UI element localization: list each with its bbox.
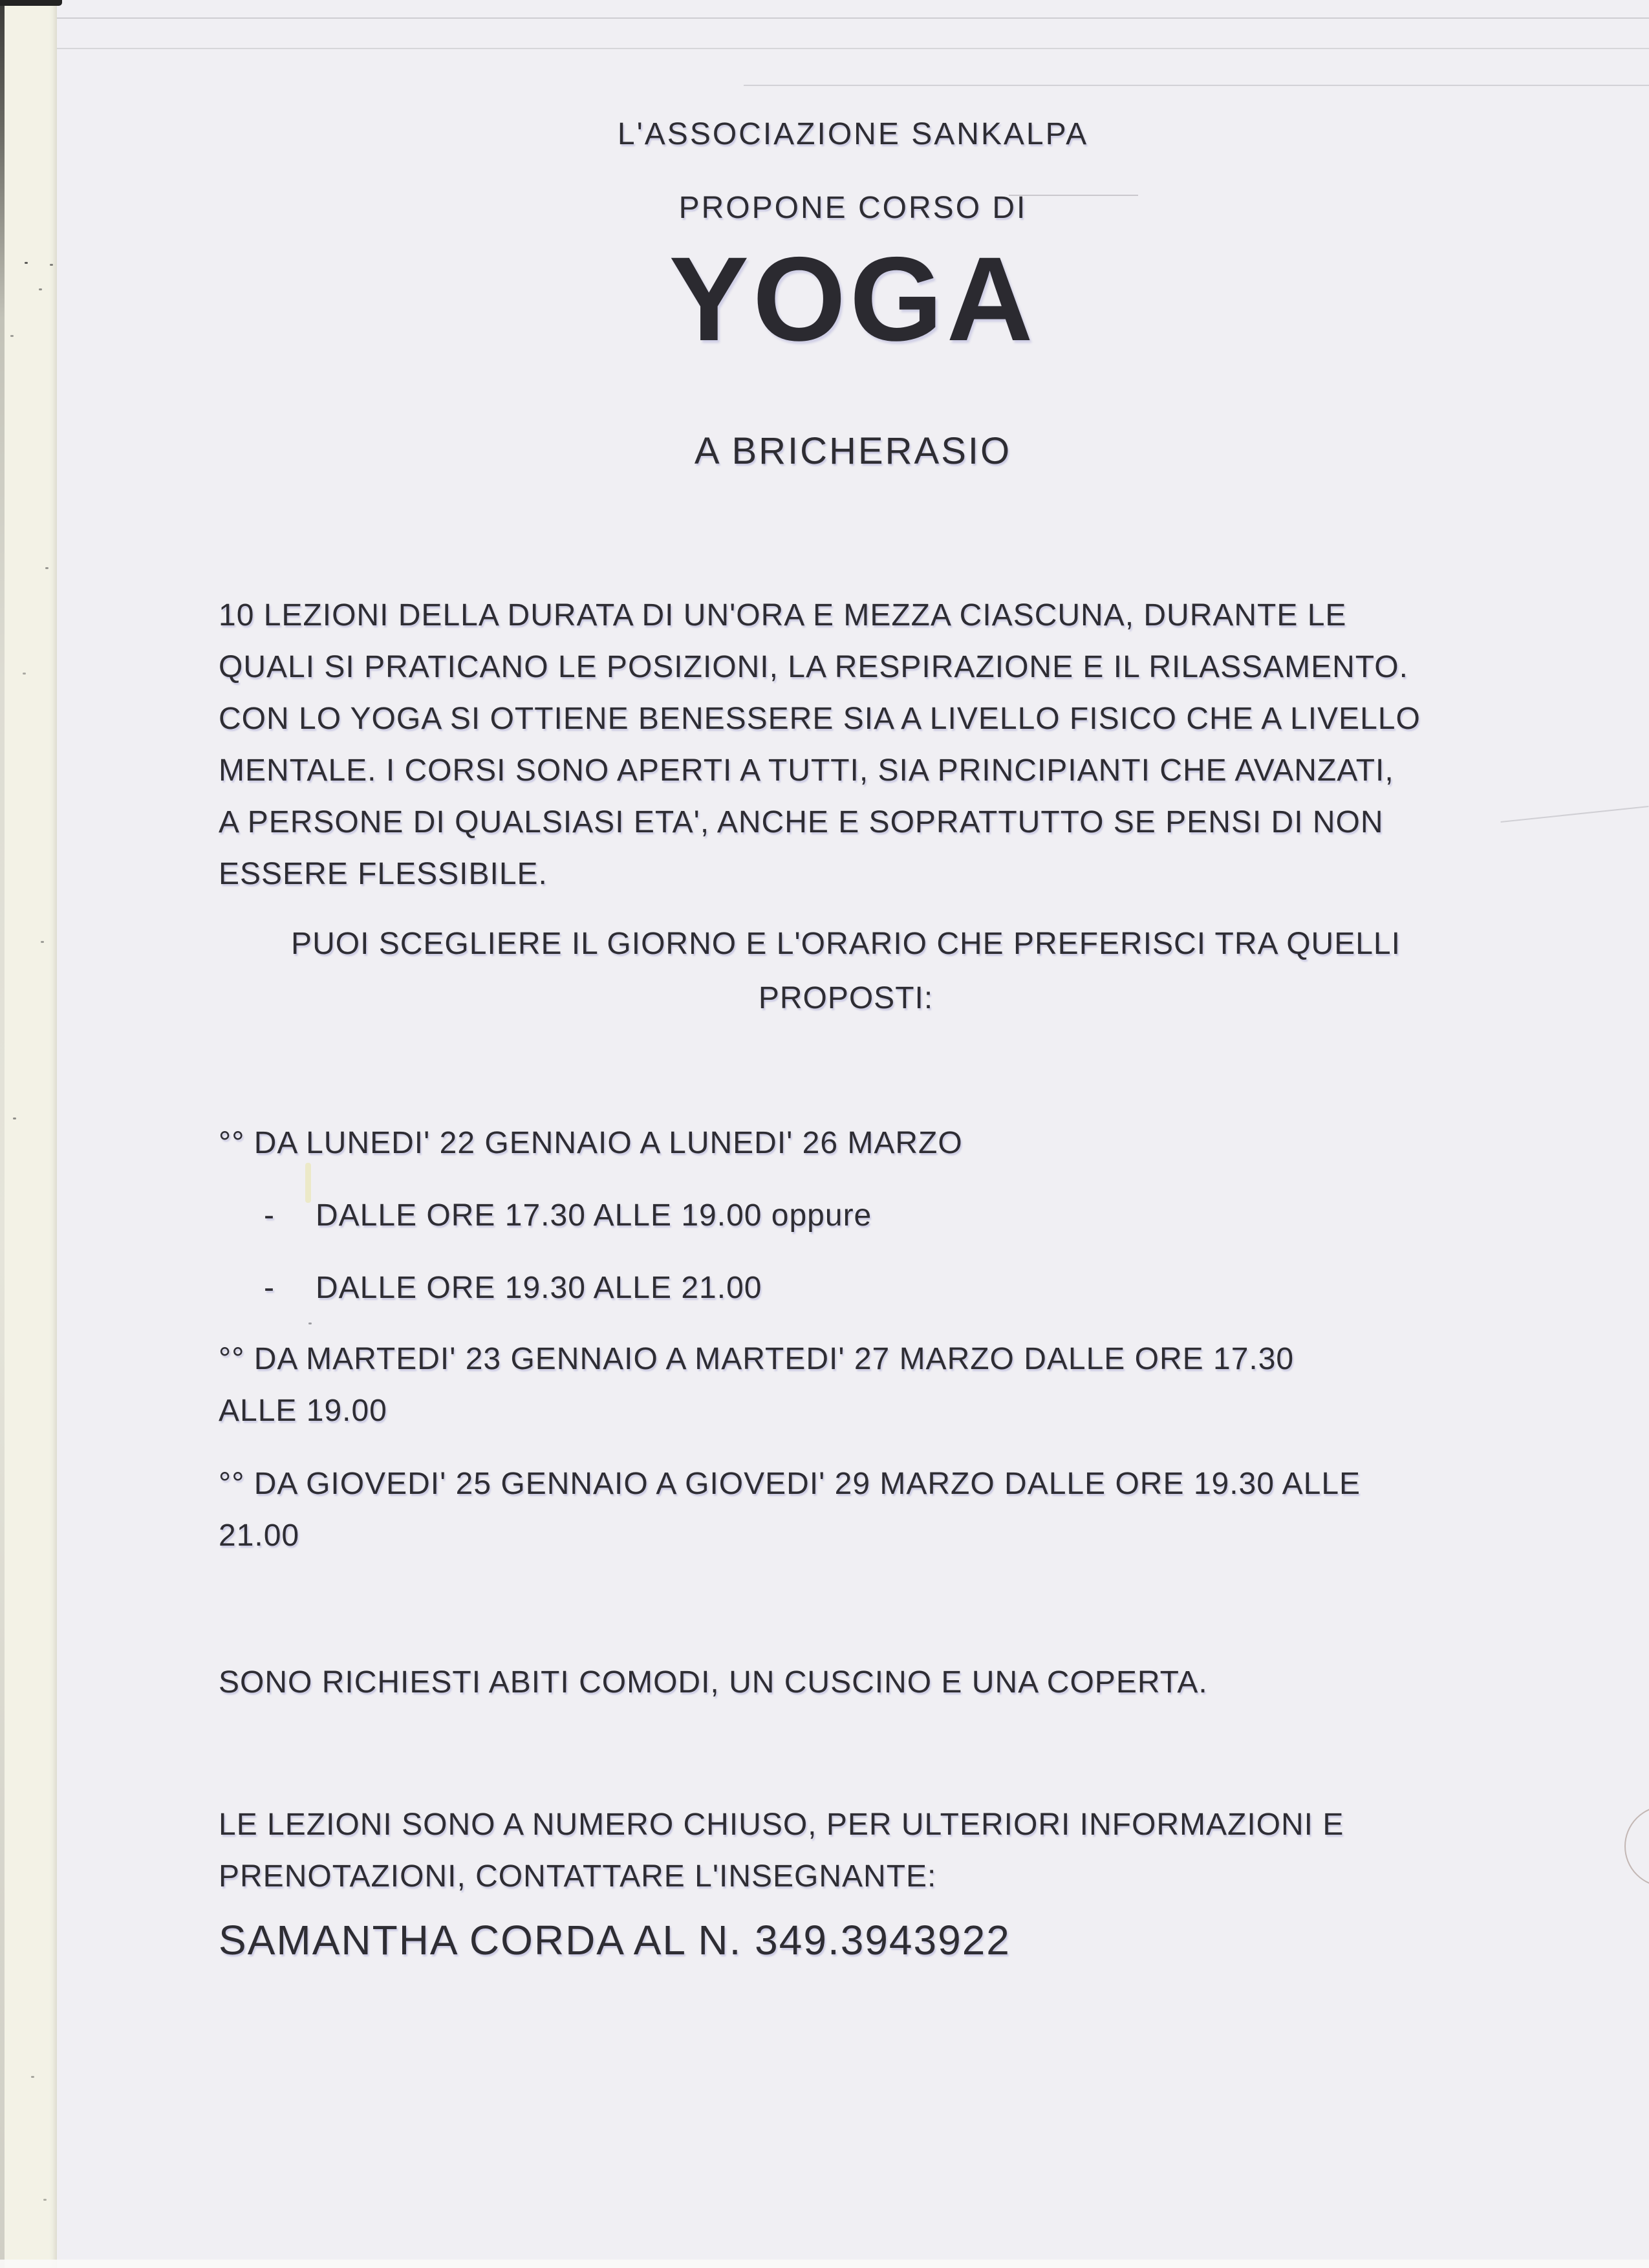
choose-paragraph [219, 917, 1473, 1026]
schedule-option-2 [264, 1262, 1493, 1314]
schedule-entry-line: 21.00 [219, 1518, 300, 1553]
schedule-entry-line: °° DA LUNEDI' 22 GENNAIO A LUNEDI' 26 MARZO [219, 1126, 963, 1160]
info-line: PRENOTAZIONI, CONTATTARE L'INSEGNANTE: [219, 1859, 937, 1894]
schedule-entry-tuesday [219, 1334, 1590, 1437]
choose-line: PROPOSTI: [758, 981, 934, 1015]
schedule-entry-line: °° DA GIOVEDI' 25 GENNAIO A GIOVEDI' 29 MARZO DALLE ORE 19.30 ALLE [219, 1467, 1361, 1501]
info-paragraph [219, 1799, 1590, 1903]
choose-line: PUOI SCEGLIERE IL GIORNO E L'ORARIO CHE PREFERISCI TRA QUELLI [291, 927, 1401, 961]
location-line: A BRICHERASIO [694, 430, 1012, 472]
schedule-option-1 [264, 1190, 1493, 1242]
contact-line: SAMANTHA CORDA AL N. 349.3943922 [219, 1917, 1011, 1963]
scanner-bed-strip [0, 0, 57, 2268]
intro-line: ESSERE FLESSIBILE. [219, 857, 548, 891]
subtitle-line: PROPONE CORSO DI [678, 191, 1028, 225]
requirements-line: SONO RICHIESTI ABITI COMODI, UN CUSCINO E UNA COPERTA. [219, 1665, 1208, 1700]
info-line: LE LEZIONI SONO A NUMERO CHIUSO, PER ULTERIORI INFORMAZIONI E [219, 1808, 1344, 1842]
schedule-entry-monday [219, 1118, 1590, 1169]
requirements-paragraph [219, 1657, 1590, 1709]
organization-line: L'ASSOCIAZIONE SANKALPA [617, 117, 1089, 151]
intro-line: QUALI SI PRATICANO LE POSIZIONI, LA RESPIRAZIONE E IL RILASSAMENTO. [219, 650, 1408, 684]
intro-line: 10 LEZIONI DELLA DURATA DI UN'ORA E MEZZA CIASCUNA, DURANTE LE [219, 598, 1347, 632]
scan-left-edge-shadow [0, 0, 5, 2268]
schedule-entry-thursday [219, 1458, 1590, 1562]
schedule-entry-line: ALLE 19.00 [219, 1394, 387, 1428]
schedule-entry-line: °° DA MARTEDI' 23 GENNAIO A MARTEDI' 27 MARZO DALLE ORE 17.30 [219, 1342, 1295, 1376]
option-dash: - [264, 1198, 275, 1233]
dust-specks [25, 262, 28, 264]
intro-paragraph [219, 590, 1590, 900]
scan-bottom-edge [0, 2260, 1649, 2268]
intro-line: MENTALE. I CORSI SONO APERTI A TUTTI, SIA PRINCIPIANTI CHE AVANZATI, [219, 753, 1394, 788]
option-dash: - [264, 1271, 275, 1305]
course-title: YOGA [669, 233, 1037, 366]
flyer-page [57, 0, 1649, 2268]
intro-line: A PERSONE DI QUALSIASI ETA', ANCHE E SOPRATTUTTO SE PENSI DI NON [219, 805, 1384, 839]
intro-line: CON LO YOGA SI OTTIENE BENESSERE SIA A LIVELLO FISICO CHE A LIVELLO [219, 702, 1421, 736]
option-text: DALLE ORE 19.30 ALLE 21.00 [316, 1271, 762, 1305]
option-text: DALLE ORE 17.30 ALLE 19.00 oppure [316, 1198, 872, 1233]
scan-top-left-corner [0, 0, 62, 6]
